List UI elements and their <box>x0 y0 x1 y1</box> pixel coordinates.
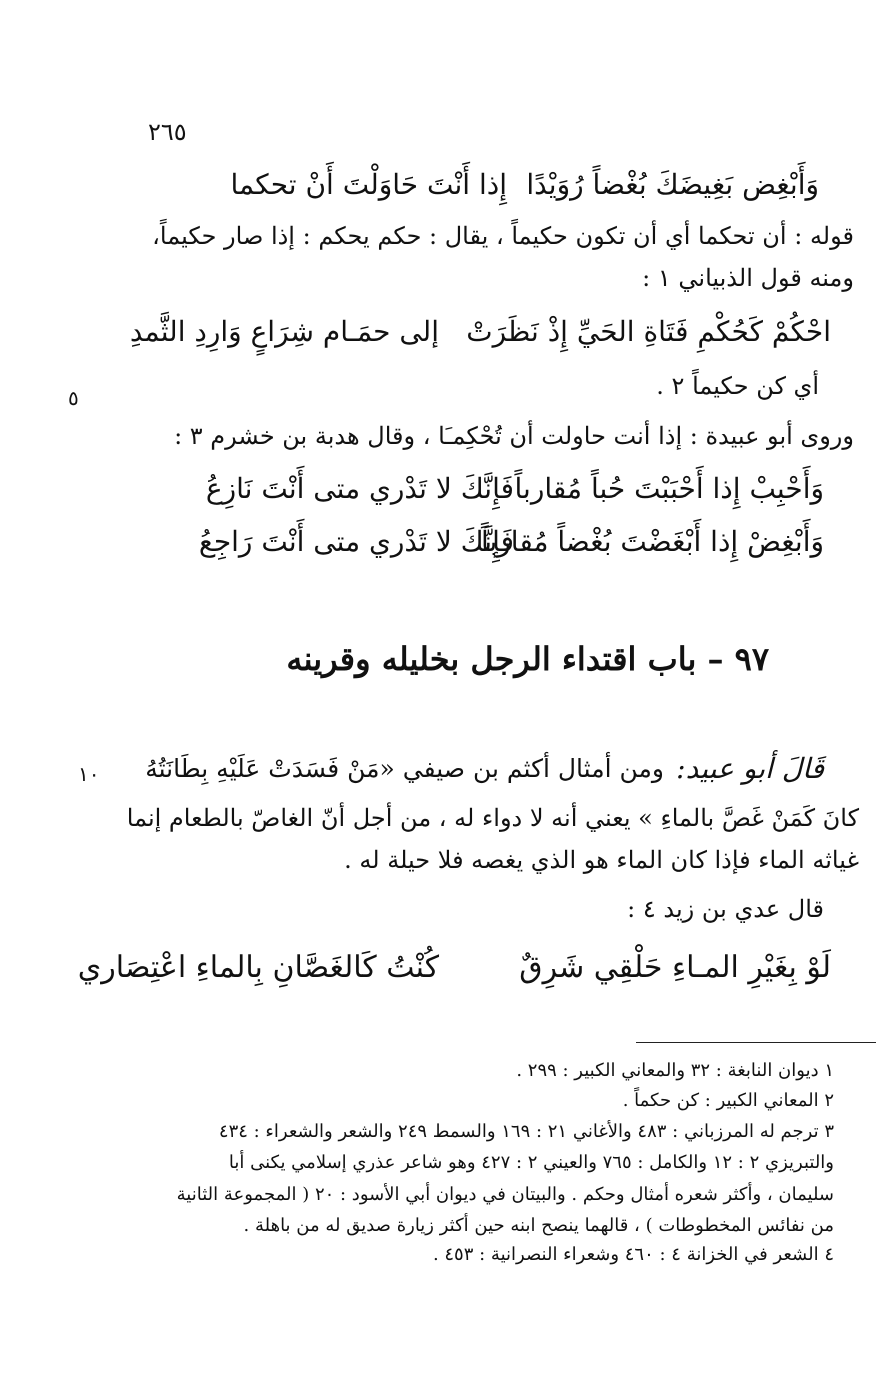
prose-line: وروى أبو عبيدة : إذا أنت حاولت أن تُحْكِمـَا ، وقال هدبة بن خشرم ٣ : <box>174 422 854 450</box>
footnote: ١ ديوان النابغة : ٣٢ والمعاني الكبير : ٢٩٩ . <box>516 1060 834 1081</box>
prose-line: قوله : أن تحكما أي أن تكون حكيماً ، يقال : حكم يحكم : إذا صار حكيماً، <box>152 222 854 250</box>
footnote-divider <box>636 1042 876 1043</box>
footnote: سليمان ، وأكثر شعره أمثال وحكم . والبيتان في ديوان أبي الأسود : ٢٠ ( المجموعة الثانية <box>176 1184 834 1205</box>
prose-line: أي كن حكيماً ٢ . <box>656 372 819 400</box>
footnote: ٣ ترجم له المرزباني : ٤٨٣ والأغاني ٢١ : ١٦٩ والسمط ٢٤٩ والشعر والشعراء : ٤٣٤ <box>218 1121 834 1142</box>
prose-line: كانَ كَمَنْ غَصَّ بالماءِ » يعني أنه لا دواء له ، من أجل أنّ الغاصّ بالطعام إنما <box>126 804 859 832</box>
prose-line: ومنه قول الذبياني ١ : <box>642 264 854 292</box>
verse-5-first-hemistich: لَوْ بِغَيْرِ المـاءِ حَلْقِي شَرِقٌ <box>519 950 831 985</box>
page-number: ٢٦٥ <box>148 118 187 146</box>
verse-2-first-hemistich: احْكُمْ كَحُكْمِ فَتَاةِ الحَيِّ إِذْ نَظَرَتْ <box>466 315 831 348</box>
prose-line: غياثه الماء فإذا كان الماء هو الذي يغصه فلا حيلة له . <box>344 846 859 874</box>
verse-2-second-hemistich: إلى حمَـام شِرَاعٍ وَارِدِ الثَّمدِ <box>129 315 439 348</box>
speaker-label: قَالَ أبو عبيد: <box>676 752 824 785</box>
verse-1-first-hemistich: وَأَبْغِض بَغِيضَكَ بُغْضاً رُوَيْدًا <box>526 168 819 201</box>
verse-1-second-hemistich: إِذا أَنْتَ حَاوَلْتَ أَنْ تحكما <box>230 168 507 201</box>
footnote: ٢ المعاني الكبير : كن حكماً . <box>622 1090 834 1111</box>
verse-4-second-hemistich: فَإِنَّكَ لا تَدْري متى أَنْتَ رَاجِعُ <box>198 525 514 558</box>
line-number-10: ١٠ <box>78 762 100 786</box>
footnote: والتبريزي ٢ : ١٢ والكامل : ٧٦٥ والعيني ٢ : ٤٢٧ وهو شاعر عذري إسلامي يكنى أبا <box>228 1152 834 1173</box>
footnote: من نفائس المخطوطات ) ، قالهما ينصح ابنه حين أكثر زيارة صديق له من باهلة . <box>243 1215 834 1236</box>
verse-5-second-hemistich: كُنْتُ كَالغَصَّانِ بِالماءِ اعْتِصَاري <box>77 950 439 985</box>
verse-3-first-hemistich: وَأَحْبِبْ إِذا أَحْبَبْتَ حُباً مُقارباً <box>514 472 824 505</box>
line-number-5: ٥ <box>68 386 79 410</box>
section-heading: ٩٧ – باب اقتداء الرجل بخليله وقرينه <box>286 640 769 678</box>
footnote: ٤ الشعر في الخزانة ٤ : ٤٦٠ وشعراء النصرانية : ٤٥٣ . <box>432 1244 834 1265</box>
verse-3-second-hemistich: فَإِنَّكَ لا تَدْري متى أَنْتَ نَازِعُ <box>205 472 514 505</box>
prose-line: ومن أمثال أكثم بن صيفي «مَنْ فَسَدَتْ عَلَيْهِ بِطَانَتُهُ <box>145 754 664 783</box>
verse-4-first-hemistich: وَأَبْغِضْ إِذا أَبْغَضْتَ بُغْضاً مُقارباً <box>480 525 824 558</box>
prose-line: قال عدي بن زيد ٤ : <box>627 895 824 923</box>
